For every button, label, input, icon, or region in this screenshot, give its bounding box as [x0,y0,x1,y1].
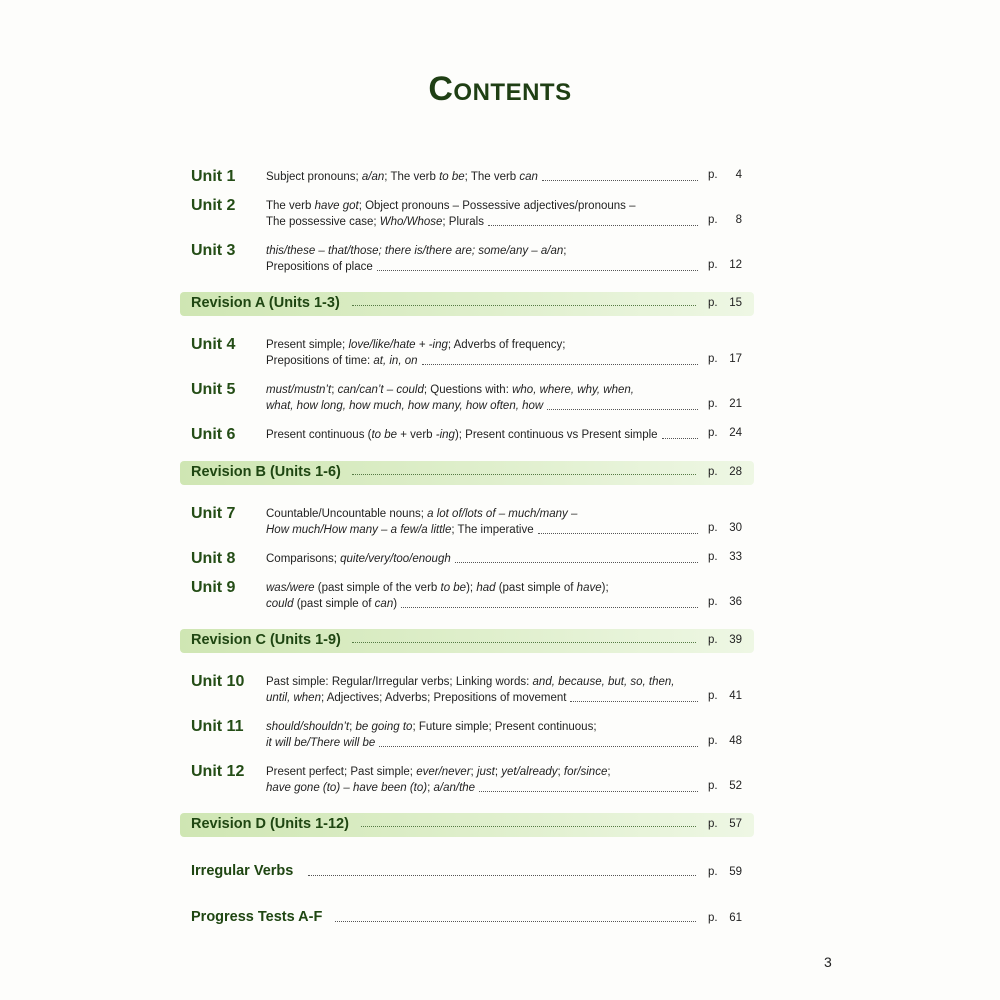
dot-leader [542,170,698,181]
text-segment: ; Object pronouns – Possessive adjectives/pronouns – [358,200,636,212]
page-prefix: p. [708,522,718,534]
page-value: 61 [729,912,742,924]
dot-leader [401,597,698,608]
description-line [266,764,698,780]
italic-segment: at, in, on [373,355,418,367]
page-prefix: p. [708,780,718,792]
page-prefix: p. [708,353,718,365]
page-value: 59 [729,866,742,878]
page-reference [708,866,742,878]
italic-segment: should/shouldn’t [266,721,350,733]
text-segment: ; [331,384,338,396]
page-prefix: p. [708,259,718,271]
text-segment: Present simple; [266,339,349,351]
italic-segment: until, when [266,692,321,704]
italic-segment: what, how long, how much, how many, how often, how [266,400,544,412]
unit-description [266,674,698,706]
italic-segment: to be [439,171,465,183]
page-prefix: p. [708,427,718,439]
page-prefix: p. [708,690,718,702]
description-line [266,337,698,353]
italic-segment: to be [440,582,467,594]
text-segment: ; The imperative [451,524,534,536]
description-line [266,580,698,596]
italic-segment: quite/very/too/enough [340,553,451,565]
italic-segment: for/since [563,766,608,778]
description-text [266,764,611,780]
description-text [266,690,566,706]
page-title: Contents [428,70,572,108]
text-segment: (past simple of [495,582,577,594]
revision-label: Revision D (Units 1-12) [191,816,349,832]
italic-segment: just [476,766,495,778]
section-label: Irregular Verbs [191,863,294,879]
page-prefix: p. [708,398,718,410]
unit-description [266,198,698,230]
unit-description [266,169,698,185]
description-line [266,214,698,230]
italic-segment: had [476,582,496,594]
page-reference [708,690,742,702]
italic-segment: love/like/hate + -ing [348,339,448,351]
page-reference [708,466,742,478]
description-text [266,198,636,214]
unit-label: Unit 3 [191,242,236,259]
italic-segment: can/can’t – could [337,384,424,396]
page-reference [708,398,742,410]
page-reference [708,551,742,563]
description-text [266,259,373,275]
text-segment: ; Adverbs of frequency; [447,339,566,351]
italic-segment: can [519,171,538,183]
page-value: 57 [729,818,742,830]
unit-label: Unit 9 [191,579,236,596]
page-prefix: p. [708,169,718,181]
description-line [266,719,698,735]
description-line [266,259,698,275]
italic-segment: How much/How many – a few/a little [266,524,452,536]
unit-label: Unit 5 [191,381,236,398]
page-reference [708,634,742,646]
text-segment: ; Questions with: [423,384,513,396]
description-text [266,398,543,414]
text-segment: ; [349,721,356,733]
description-text [266,780,475,796]
page-value: 41 [729,690,742,702]
italic-segment: have got [314,200,359,212]
text-segment: The verb [266,200,315,212]
description-text [266,596,397,612]
italic-segment: a/an/the [433,782,476,794]
page-reference [708,353,742,365]
page-reference [708,735,742,747]
italic-segment: a lot of/lots of – much/many – [427,508,578,520]
unit-description [266,551,698,567]
text-segment: (past simple of the verb [314,582,441,594]
italic-segment: was/were [266,582,315,594]
unit-description [266,243,698,275]
revision-label: Revision B (Units 1-6) [191,464,341,480]
description-line [266,382,698,398]
text-segment: The possessive case; [266,216,380,228]
page-prefix: p. [708,596,718,608]
revision-label: Revision A (Units 1-3) [191,295,340,311]
description-text [266,580,609,596]
text-segment: + verb [397,429,436,441]
description-line [266,522,698,538]
unit-label: Unit 7 [191,505,236,522]
page-value: 48 [729,735,742,747]
italic-segment: have [576,582,602,594]
page-value: 30 [729,522,742,534]
unit-description [266,719,698,751]
dot-leader [361,826,696,827]
text-segment: (past simple of [293,598,375,610]
description-text [266,169,538,185]
page-prefix: p. [708,466,718,478]
unit-label: Unit 8 [191,550,236,567]
page-value: 36 [729,596,742,608]
description-text [266,506,577,522]
text-segment: ); [601,582,609,594]
unit-description [266,580,698,612]
text-segment: Present perfect; Past simple; [266,766,417,778]
dot-leader [479,781,698,792]
description-line [266,551,698,567]
description-text [266,243,566,259]
italic-segment: ever/never [416,766,471,778]
text-segment: ; Adjectives; Adverbs; Prepositions of movement [320,692,567,704]
italic-segment: it will be/There will be [266,737,376,749]
description-line [266,596,698,612]
italic-segment: to be [371,429,398,441]
description-line [266,674,698,690]
description-line [266,506,698,522]
description-line [266,169,698,185]
page-value: 12 [729,259,742,271]
dot-leader [352,305,696,306]
description-text [266,719,597,735]
revision-band[interactable] [180,461,754,485]
text-segment: ; The verb [464,171,520,183]
description-line [266,427,698,443]
unit-description [266,382,698,414]
section-label: Progress Tests A-F [191,909,323,925]
text-segment: ; [607,766,611,778]
page-value: 52 [729,780,742,792]
description-line [266,243,698,259]
page-value: 24 [729,427,742,439]
page-reference [708,818,742,830]
dot-leader [379,736,698,747]
page-reference [708,169,742,181]
unit-label: Unit 6 [191,426,236,443]
description-line [266,398,698,414]
description-text [266,427,658,443]
text-segment: ; [427,782,434,794]
page-prefix: p. [708,297,718,309]
description-text [266,353,418,369]
page-reference [708,780,742,792]
page-number: 3 [824,954,832,970]
dot-leader [547,399,698,410]
text-segment: ); Present continuous vs Present simple [454,429,658,441]
unit-description [266,427,698,443]
text-segment: ; [563,245,567,257]
revision-band[interactable] [180,292,754,316]
text-segment: Comparisons; [266,553,341,565]
description-line [266,198,698,214]
italic-segment: must/mustn’t [266,384,332,396]
page-value: 33 [729,551,742,563]
italic-segment: this/these – that/those; there is/there are; some/any – a/an [266,245,564,257]
page-prefix: p. [708,735,718,747]
dot-leader [308,875,696,876]
text-segment: Present continuous ( [266,429,372,441]
page-reference [708,297,742,309]
italic-segment: have gone (to) – have been (to) [266,782,428,794]
italic-segment: be going to [355,721,413,733]
text-segment: ; Plurals [442,216,484,228]
unit-label: Unit 4 [191,336,236,353]
page-prefix: p. [708,214,718,226]
page-value: 4 [735,169,742,181]
unit-label: Unit 12 [191,763,245,780]
italic-segment: could [266,598,294,610]
text-segment: ; [494,766,502,778]
unit-label: Unit 10 [191,673,245,690]
dot-leader [488,215,698,226]
page-reference [708,427,742,439]
unit-description [266,764,698,796]
page-prefix: p. [708,551,718,563]
text-segment: ; The verb [384,171,440,183]
description-text [266,337,566,353]
italic-segment: a/an [361,171,385,183]
text-segment: ) [393,598,398,610]
description-line [266,735,698,751]
revision-label: Revision C (Units 1-9) [191,632,341,648]
text-segment: Prepositions of place [266,261,373,273]
revision-band[interactable] [180,813,754,837]
page-reference [708,522,742,534]
page-value: 8 [735,214,742,226]
dot-leader [455,552,698,563]
page-value: 21 [729,398,742,410]
unit-label: Unit 2 [191,197,236,214]
page-value: 15 [729,297,742,309]
description-text [266,674,674,690]
italic-segment: yet/already [501,766,558,778]
description-text [266,735,375,751]
dot-leader [422,354,698,365]
unit-description [266,506,698,538]
page-prefix: p. [708,818,718,830]
italic-segment: who, where, why, when, [512,384,634,396]
text-segment: Prepositions of time: [266,355,374,367]
page-prefix: p. [708,634,718,646]
description-text [266,214,484,230]
text-segment: ); [466,582,477,594]
italic-segment: Who/Whose [379,216,443,228]
revision-band[interactable] [180,629,754,653]
description-line [266,353,698,369]
unit-label: Unit 1 [191,168,236,185]
text-segment: Countable/Uncountable nouns; [266,508,428,520]
description-text [266,551,451,567]
description-line [266,690,698,706]
dot-leader [335,921,696,922]
page-prefix: p. [708,912,718,924]
page-value: 17 [729,353,742,365]
description-text [266,382,634,398]
description-text [266,522,534,538]
text-segment: ; [470,766,477,778]
dot-leader [538,523,698,534]
italic-segment: and, because, but, so, then, [532,676,675,688]
dot-leader [570,691,698,702]
italic-segment: -ing [435,429,455,441]
page-prefix: p. [708,866,718,878]
text-segment: ; [557,766,564,778]
page-reference [708,596,742,608]
dot-leader [662,428,698,439]
text-segment: Subject pronouns; [266,171,362,183]
text-segment: Past simple: Regular/Irregular verbs; Linking words: [266,676,533,688]
unit-description [266,337,698,369]
dot-leader [377,260,698,271]
text-segment: ; Future simple; Present continuous; [412,721,597,733]
dot-leader [352,642,696,643]
description-line [266,780,698,796]
page-reference [708,912,742,924]
page-reference [708,259,742,271]
page-reference [708,214,742,226]
unit-label: Unit 11 [191,718,244,735]
dot-leader [352,474,696,475]
page-value: 28 [729,466,742,478]
page-value: 39 [729,634,742,646]
italic-segment: can [374,598,394,610]
